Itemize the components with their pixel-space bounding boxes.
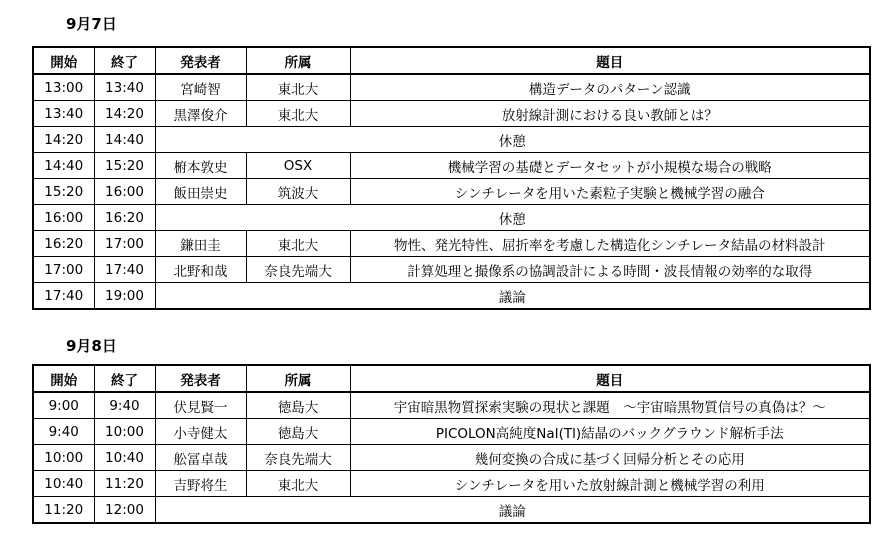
cell-title: 計算処理と撮像系の協調設計による時間・波長情報の効率的な取得 xyxy=(350,257,870,283)
cell-note: 議論 xyxy=(155,497,870,524)
cell-start: 14:20 xyxy=(33,127,94,153)
cell-affiliation: 奈良先端大 xyxy=(246,445,350,471)
cell-speaker: 鎌田圭 xyxy=(155,231,246,257)
header-title: 題目 xyxy=(350,365,870,392)
header-affiliation: 所属 xyxy=(246,47,350,74)
table-row-break xyxy=(33,497,870,524)
table-header-row xyxy=(33,47,870,74)
cell-speaker: 舩冨卓哉 xyxy=(155,445,246,471)
cell-end: 15:20 xyxy=(94,153,155,179)
table-row-break xyxy=(33,283,870,310)
header-speaker: 発表者 xyxy=(155,47,246,74)
cell-start: 14:40 xyxy=(33,153,94,179)
cell-affiliation: 東北大 xyxy=(246,101,350,127)
cell-title: 宇宙暗黒物質探索実験の現状と課題 ～宇宙暗黒物質信号の真偽は？～ xyxy=(350,392,870,419)
cell-speaker: 吉野将生 xyxy=(155,471,246,497)
cell-speaker: 北野和哉 xyxy=(155,257,246,283)
cell-start: 15:20 xyxy=(33,179,94,205)
cell-start: 10:40 xyxy=(33,471,94,497)
cell-start: 13:00 xyxy=(33,74,94,101)
header-affiliation: 所属 xyxy=(246,365,350,392)
cell-end: 14:20 xyxy=(94,101,155,127)
cell-note: 休憩 xyxy=(155,127,870,153)
cell-affiliation: 東北大 xyxy=(246,471,350,497)
cell-affiliation: 徳島大 xyxy=(246,419,350,445)
table-row xyxy=(33,101,870,127)
cell-title: 放射線計測における良い教師とは？ xyxy=(350,101,870,127)
cell-end: 17:40 xyxy=(94,257,155,283)
schedule-table-sep8 xyxy=(32,364,871,524)
cell-start: 17:40 xyxy=(33,283,94,310)
cell-title: 機械学習の基礎とデータセットが小規模な場合の戦略 xyxy=(350,153,870,179)
table-row xyxy=(33,445,870,471)
cell-affiliation: 東北大 xyxy=(246,231,350,257)
cell-title: 物性、発光特性、屈折率を考慮した構造化シンチレータ結晶の材料設計 xyxy=(350,231,870,257)
cell-speaker: 飯田崇史 xyxy=(155,179,246,205)
cell-affiliation: 徳島大 xyxy=(246,392,350,419)
cell-end: 10:00 xyxy=(94,419,155,445)
cell-end: 19:00 xyxy=(94,283,155,310)
cell-affiliation: 筑波大 xyxy=(246,179,350,205)
cell-affiliation: 奈良先端大 xyxy=(246,257,350,283)
table-row-break xyxy=(33,205,870,231)
table-row xyxy=(33,257,870,283)
cell-end: 16:20 xyxy=(94,205,155,231)
table-row xyxy=(33,231,870,257)
cell-speaker: 椨本敦史 xyxy=(155,153,246,179)
header-title: 題目 xyxy=(350,47,870,74)
header-end: 終了 xyxy=(94,47,155,74)
schedule-table-sep7 xyxy=(32,46,871,310)
cell-title: PICOLON高純度NaI(Tl)結晶のバックグラウンド解析手法 xyxy=(350,419,870,445)
cell-start: 16:00 xyxy=(33,205,94,231)
table-row xyxy=(33,419,870,445)
header-start: 開始 xyxy=(33,47,94,74)
cell-end: 17:00 xyxy=(94,231,155,257)
table-row xyxy=(33,153,870,179)
cell-start: 13:40 xyxy=(33,101,94,127)
table-row xyxy=(33,392,870,419)
cell-speaker: 伏見賢一 xyxy=(155,392,246,419)
table-row xyxy=(33,179,870,205)
cell-title: 幾何変換の合成に基づく回帰分析とその応用 xyxy=(350,445,870,471)
cell-speaker: 黒澤俊介 xyxy=(155,101,246,127)
cell-end: 14:40 xyxy=(94,127,155,153)
cell-affiliation: OSX xyxy=(246,153,350,179)
cell-affiliation: 東北大 xyxy=(246,74,350,101)
cell-end: 9:40 xyxy=(94,392,155,419)
cell-end: 13:40 xyxy=(94,74,155,101)
cell-start: 9:40 xyxy=(33,419,94,445)
cell-start: 11:20 xyxy=(33,497,94,524)
table-row-break xyxy=(33,127,870,153)
table-row xyxy=(33,74,870,101)
cell-speaker: 宮崎智 xyxy=(155,74,246,101)
cell-title: シンチレータを用いた素粒子実験と機械学習の融合 xyxy=(350,179,870,205)
cell-note: 議論 xyxy=(155,283,870,310)
header-end: 終了 xyxy=(94,365,155,392)
header-start: 開始 xyxy=(33,365,94,392)
cell-note: 休憩 xyxy=(155,205,870,231)
table-row xyxy=(33,471,870,497)
cell-end: 11:20 xyxy=(94,471,155,497)
cell-title: シンチレータを用いた放射線計測と機械学習の利用 xyxy=(350,471,870,497)
cell-start: 9:00 xyxy=(33,392,94,419)
cell-end: 16:00 xyxy=(94,179,155,205)
cell-speaker: 小寺健太 xyxy=(155,419,246,445)
cell-end: 10:40 xyxy=(94,445,155,471)
cell-start: 10:00 xyxy=(33,445,94,471)
cell-start: 16:20 xyxy=(33,231,94,257)
day-heading-sep7: 9月7日 xyxy=(66,15,117,33)
cell-end: 12:00 xyxy=(94,497,155,524)
header-speaker: 発表者 xyxy=(155,365,246,392)
day-heading-sep8: 9月8日 xyxy=(66,337,117,355)
cell-title: 構造データのパターン認識 xyxy=(350,74,870,101)
table-header-row xyxy=(33,365,870,392)
cell-start: 17:00 xyxy=(33,257,94,283)
